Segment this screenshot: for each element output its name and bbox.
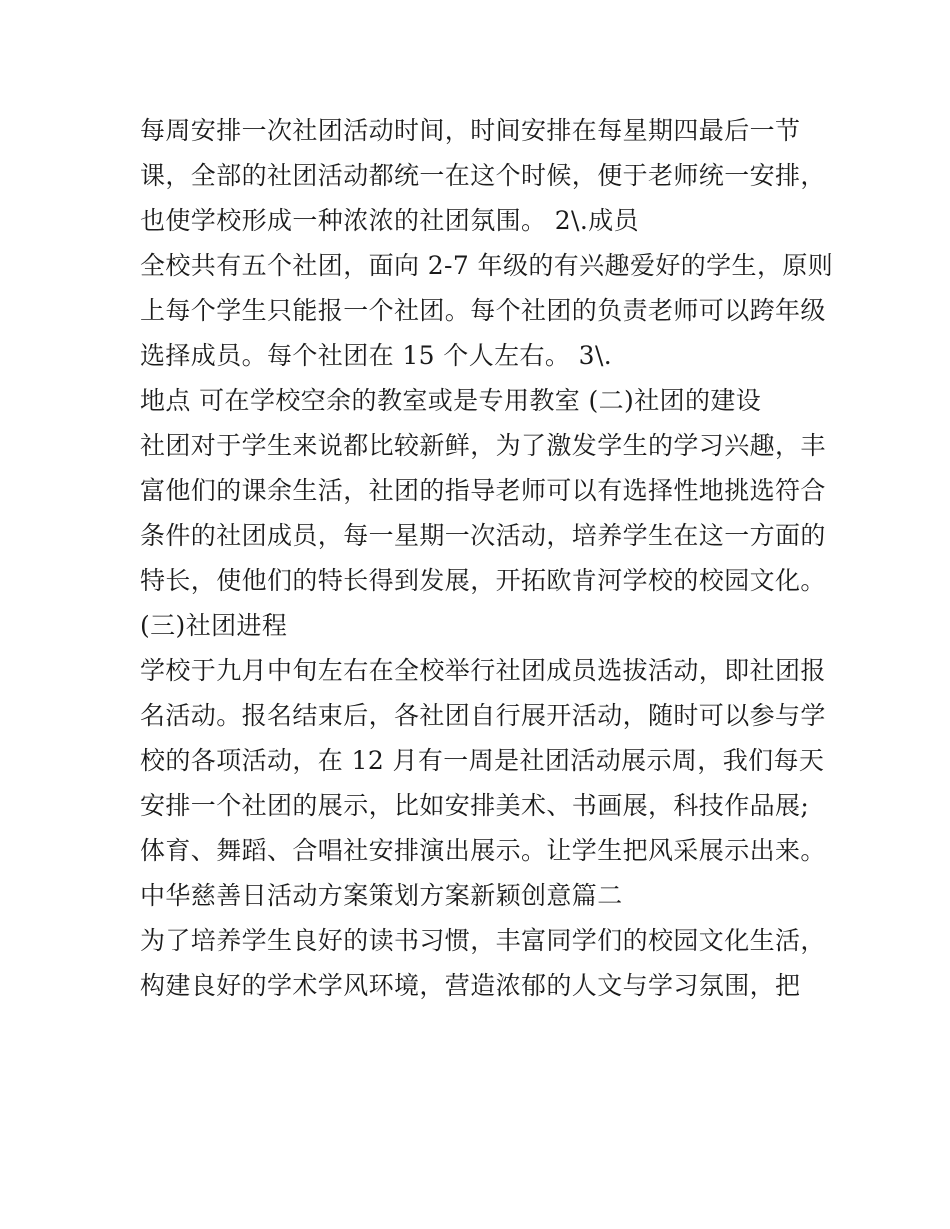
text-line: 选择成员。每个社团在 15 个人左右。 3\. [140, 341, 613, 370]
text-line: 名活动。报名结束后，各社团自行展开活动，随时可以参与学 [140, 701, 826, 730]
text-line: 体育、舞蹈、合唱社安排演出展示。让学生把风采展示出来。 [140, 836, 826, 865]
text-line: 条件的社团成员，每一星期一次活动，培养学生在这一方面的 [140, 521, 826, 550]
section-heading: (三)社团进程 [140, 611, 288, 640]
text-line: 富他们的课余生活，社团的指导老师可以有选择性地挑选符合 [140, 476, 826, 505]
text-line: 为了培养学生良好的读书习惯，丰富同学们的校园文化生活， [140, 926, 826, 955]
text-line: 也使学校形成一种浓浓的社团氛围。 2\.成员 [140, 206, 640, 235]
text-line: 社团对于学生来说都比较新鲜，为了激发学生的学习兴趣，丰 [140, 431, 826, 460]
text-line: 安排一个社团的展示，比如安排美术、书画展，科技作品展; [140, 791, 810, 820]
text-line: 构建良好的学术学风环境，营造浓郁的人文与学习氛围，把 [140, 971, 801, 1000]
text-line: 上每个学生只能报一个社团。每个社团的负责老师可以跨年级 [140, 296, 826, 325]
text-line: 全校共有五个社团，面向 2-7 年级的有兴趣爱好的学生，原则 [140, 251, 834, 280]
text-line: 学校于九月中旬左右在全校举行社团成员选拔活动，即社团报 [140, 656, 826, 685]
document-body-text [140, 108, 834, 1008]
text-line: 校的各项活动，在 12 月有一周是社团活动展示周，我们每天 [140, 746, 825, 775]
article-title: 中华慈善日活动方案策划方案新颖创意篇二 [140, 881, 623, 910]
text-line: 课，全部的社团活动都统一在这个时候，便于老师统一安排， [140, 161, 826, 190]
text-line: 特长，使他们的特长得到发展，开拓欧肯河学校的校园文化。 [140, 566, 826, 595]
text-line: 地点 可在学校空余的教室或是专用教室 (二)社团的建设 [140, 386, 762, 415]
text-line: 每周安排一次社团活动时间，时间安排在每星期四最后一节 [140, 116, 801, 145]
